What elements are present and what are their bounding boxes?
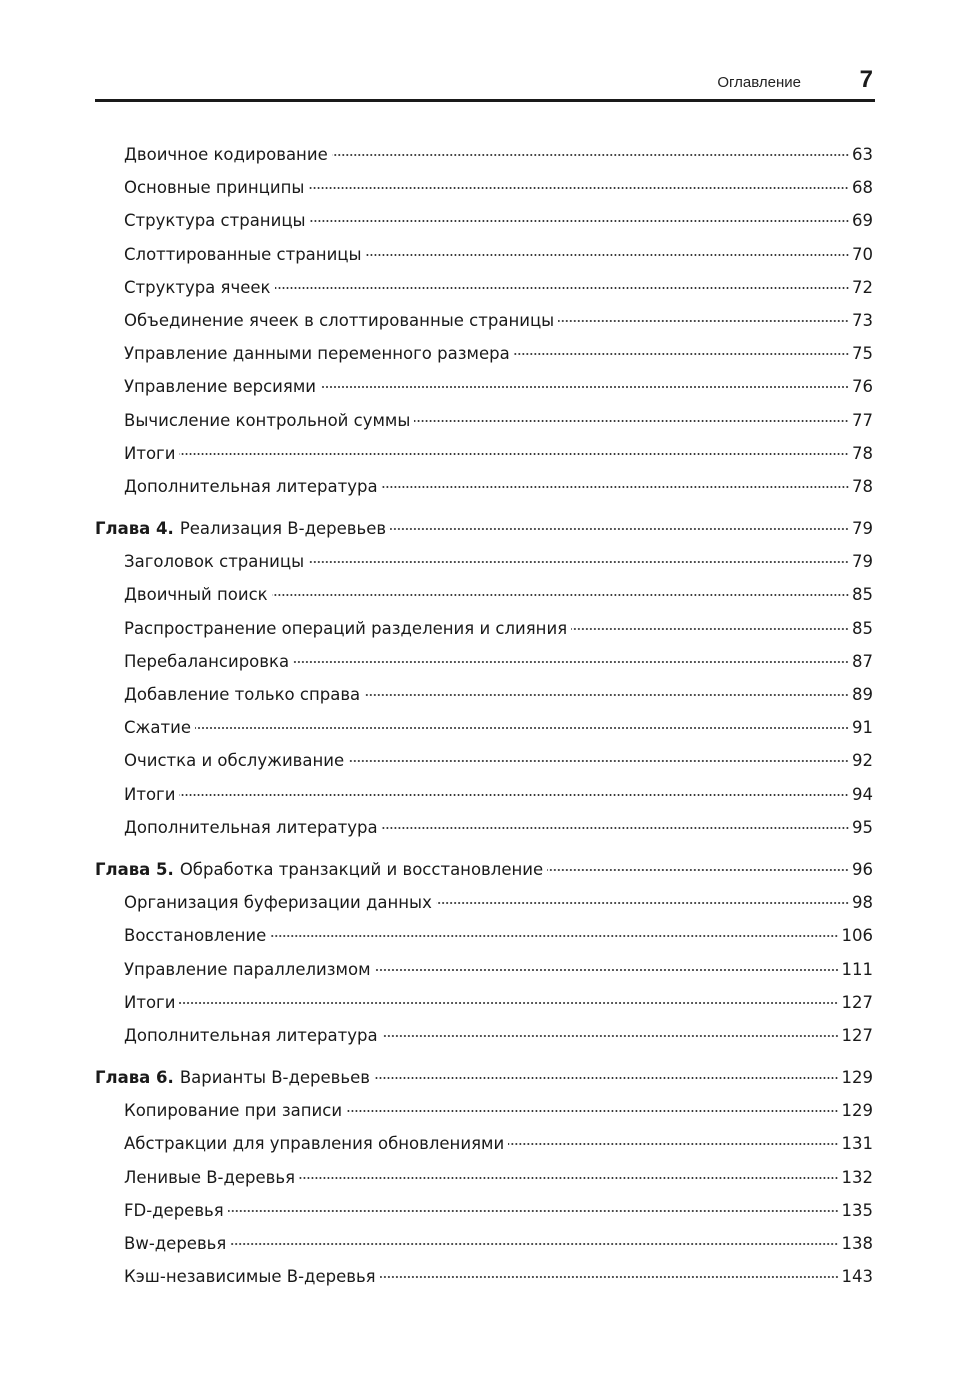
toc-entry[interactable] [95, 811, 873, 844]
toc-entry-title: Управление параллелизмом [124, 959, 371, 979]
toc-entry-page: 77 [852, 410, 873, 430]
dot-leader [348, 760, 849, 762]
dot-leader [382, 827, 849, 829]
toc-entry-title: Структура страницы [124, 211, 306, 231]
dot-leader [310, 220, 849, 222]
toc-entry-title: Слоттированные страницы [124, 244, 362, 264]
toc-entry[interactable] [95, 138, 873, 171]
toc-entry-page: 79 [852, 519, 873, 539]
toc-entry-page: 73 [852, 310, 873, 330]
toc-entry-title: Итоги [124, 784, 176, 804]
running-title: Оглавление [717, 74, 801, 91]
toc-entry[interactable] [95, 545, 873, 578]
header-rule [95, 99, 875, 102]
chapter-label: Глава 5. [95, 859, 174, 879]
toc-entry-title: Bw-деревья [124, 1234, 227, 1253]
toc-entry-title: Основные принципы [124, 178, 305, 198]
dot-leader [179, 794, 849, 796]
toc-entry-page: 76 [852, 377, 873, 397]
chapter-title: Варианты B-деревьев [179, 1068, 371, 1088]
toc-entry[interactable] [95, 337, 873, 370]
toc-entry-title: Заголовок страницы [124, 552, 305, 572]
dot-leader [382, 486, 849, 488]
toc-entry-page: 72 [852, 277, 873, 297]
chapter-title: Обработка транзакций и восстановление [179, 859, 544, 879]
dot-leader [390, 528, 849, 530]
page-header [95, 62, 875, 100]
toc-entry-page: 143 [841, 1267, 873, 1287]
dot-leader [364, 694, 849, 696]
toc-entry-page: 129 [841, 1101, 873, 1121]
toc-entry[interactable] [95, 370, 873, 403]
toc-entry-page: 69 [852, 211, 873, 231]
toc-entry-title: Двоичное кодирование [124, 145, 328, 164]
toc-entry[interactable] [95, 271, 873, 304]
toc-entry[interactable] [95, 919, 873, 952]
toc-entry-page: 70 [852, 244, 873, 264]
toc-entry[interactable] [95, 778, 873, 811]
toc-entry-page: 127 [841, 992, 873, 1012]
toc-entry-page: 78 [852, 476, 873, 496]
toc-entry-page: 132 [841, 1167, 873, 1187]
toc-entry[interactable] [95, 645, 873, 678]
dot-leader [380, 1276, 839, 1278]
dot-leader [382, 1035, 839, 1037]
toc-entry-title: Дополнительная литература [124, 476, 378, 496]
dot-leader [508, 1143, 838, 1145]
chapter-label: Глава 6. [95, 1068, 174, 1088]
toc-entry[interactable] [95, 1019, 873, 1052]
toc-entry[interactable] [95, 470, 873, 503]
chapter-label: Глава 4. [95, 519, 174, 539]
toc-entry[interactable] [95, 1194, 873, 1227]
toc-entry[interactable] [95, 1227, 873, 1260]
page-number: 7 [859, 66, 873, 93]
toc-chapter-6[interactable] [95, 1061, 873, 1094]
toc-entry[interactable] [95, 304, 873, 337]
toc-entry-page: 138 [841, 1234, 873, 1253]
dot-leader [228, 1210, 839, 1212]
toc-entry-title: FD-деревья [124, 1200, 224, 1220]
toc-entry-page: 135 [841, 1200, 873, 1220]
toc-entry[interactable] [95, 404, 873, 437]
toc-entry-title: Перебалансировка [124, 651, 290, 671]
toc-chapter-4[interactable] [95, 512, 873, 545]
dot-leader [308, 187, 849, 189]
toc-entry-title: Дополнительная литература [124, 817, 378, 837]
toc-entry-page: 79 [852, 552, 873, 572]
toc-entry-page: 94 [852, 784, 873, 804]
dot-leader [293, 661, 849, 663]
toc-entry-title: Объединение ячеек в слоттированные страницы [124, 310, 555, 330]
toc-entry-title: Очистка и обслуживание [124, 751, 345, 771]
toc-entry-title: Абстракции для управления обновлениями [124, 1134, 505, 1154]
toc-entry-page: 92 [852, 751, 873, 771]
dot-leader [346, 1110, 838, 1112]
dot-leader [308, 561, 849, 563]
toc-entry[interactable] [95, 678, 873, 711]
toc-entry-title: Восстановление [124, 926, 267, 946]
dot-leader [230, 1243, 838, 1245]
toc-entry-page: 95 [852, 817, 873, 837]
dot-leader [179, 1002, 838, 1004]
dot-leader [272, 594, 849, 596]
dot-leader [320, 386, 849, 388]
toc-chapter-5[interactable] [95, 853, 873, 886]
toc-entry-title: Организация буферизации данных [124, 893, 432, 913]
toc-entry-title: Управление версиями [124, 377, 316, 397]
toc-entry-page: 98 [852, 893, 873, 913]
toc-entry-page: 85 [852, 618, 873, 638]
toc-entry-page: 85 [852, 585, 873, 605]
toc-entry[interactable] [95, 578, 873, 611]
table-of-contents [95, 138, 873, 1293]
dot-leader [558, 320, 849, 322]
toc-entry-page: 91 [852, 718, 873, 738]
toc-entry-page: 111 [841, 959, 873, 979]
toc-entry[interactable] [95, 744, 873, 777]
dot-leader [332, 154, 849, 156]
dot-leader [270, 935, 838, 937]
dot-leader [547, 869, 849, 871]
dot-leader [299, 1177, 838, 1179]
dot-leader [275, 287, 850, 289]
toc-entry-page: 127 [841, 1025, 873, 1045]
toc-entry-page: 78 [852, 443, 873, 463]
toc-entry[interactable] [95, 437, 873, 470]
toc-entry[interactable] [95, 986, 873, 1019]
toc-entry-title: Копирование при записи [124, 1101, 343, 1121]
dot-leader [414, 420, 849, 422]
toc-entry-title: Дополнительная литература [124, 1025, 378, 1045]
dot-leader [375, 969, 839, 971]
toc-entry[interactable] [95, 1161, 873, 1194]
toc-entry[interactable] [95, 886, 873, 919]
toc-entry-title: Кэш-независимые B-деревья [124, 1267, 376, 1287]
toc-entry[interactable] [95, 1127, 873, 1160]
toc-entry-page: 63 [852, 145, 873, 164]
toc-entry-title: Итоги [124, 992, 176, 1012]
toc-entry[interactable] [95, 171, 873, 204]
toc-entry-title: Управление данными переменного размера [124, 344, 510, 364]
toc-entry-page: 87 [852, 651, 873, 671]
toc-entry-page: 131 [841, 1134, 873, 1154]
toc-entry[interactable] [95, 1260, 873, 1293]
toc-entry[interactable] [95, 711, 873, 744]
dot-leader [571, 628, 849, 630]
toc-entry-title: Распространение операций разделения и слияния [124, 618, 568, 638]
dot-leader [195, 727, 849, 729]
toc-entry[interactable] [95, 238, 873, 271]
dot-leader [374, 1077, 838, 1079]
chapter-title: Реализация B-деревьев [179, 519, 387, 539]
toc-entry-title: Добавление только справа [124, 685, 361, 704]
toc-entry[interactable] [95, 953, 873, 986]
toc-entry-title: Вычисление контрольной суммы [124, 410, 411, 430]
toc-entry-page: 89 [852, 685, 873, 704]
dot-leader [436, 902, 849, 904]
dot-leader [514, 353, 849, 355]
dot-leader [179, 453, 849, 455]
toc-entry[interactable] [95, 1094, 873, 1127]
dot-leader [366, 254, 849, 256]
toc-entry[interactable] [95, 612, 873, 645]
toc-entry-page: 96 [852, 859, 873, 879]
toc-entry-title: Структура ячеек [124, 277, 271, 297]
toc-entry-title: Итоги [124, 443, 176, 463]
toc-entry-title: Ленивые B-деревья [124, 1167, 296, 1187]
toc-entry[interactable] [95, 204, 873, 237]
toc-entry-page: 106 [841, 926, 873, 946]
toc-entry-title: Сжатие [124, 718, 191, 738]
toc-entry-page: 129 [841, 1068, 873, 1088]
toc-entry-title: Двоичный поиск [124, 585, 268, 605]
toc-entry-page: 68 [852, 178, 873, 198]
toc-entry-page: 75 [852, 344, 873, 364]
